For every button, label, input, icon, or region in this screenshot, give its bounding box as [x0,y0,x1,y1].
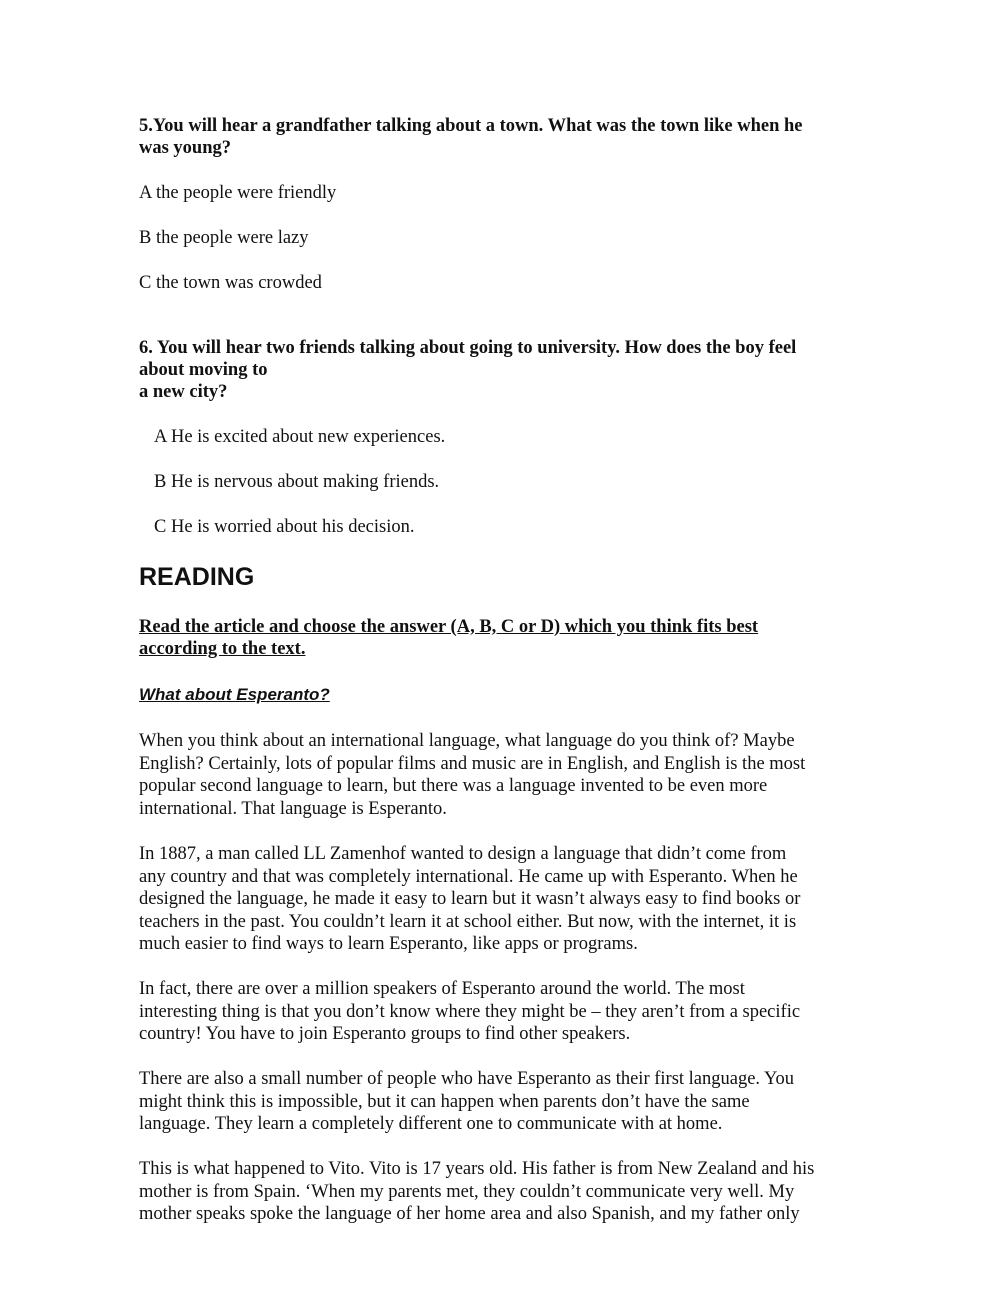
paragraph-line: In 1887, a man called LL Zamenhof wanted to design a language that didn’t come from [139,844,787,864]
paragraph-line: designed the language, he made it easy to learn but it wasn’t always easy to find books or [139,889,801,909]
question-5-option-c: C the town was crowded [139,273,322,293]
paragraph-line: There are also a small number of people who have Esperanto as their first language. You [139,1069,795,1089]
paragraph-line: This is what happened to Vito. Vito is 17 years old. His father is from New Zealand and his [139,1159,815,1179]
paragraph-line: much easier to find ways to learn Esperanto, like apps or programs. [139,934,638,954]
article-paragraph-1 [139,730,879,820]
paragraph-line: interesting thing is that you don’t know where they might be – they aren’t from a specific [139,1001,801,1022]
paragraph-line: English? Certainly, lots of popular films and music are in English, and English is the most [139,753,806,774]
reading-instruction-line: Read the article and choose the answer (A, B, C or D) which you think fits best [139,617,759,637]
paragraph-line: When you think about an international language, what language do you think of? Maybe [139,731,795,751]
paragraph-line: mother is from Spain. ‘When my parents met, they couldn’t communicate very well. My [139,1181,795,1202]
paragraph-line: In fact, there are over a million speakers of Esperanto around the world. The most [139,979,745,999]
question-5-option-b: B the people were lazy [139,228,309,248]
question-6-title-line: about moving to [139,360,268,380]
question-6-title [139,337,869,403]
paragraph-line: any country and that was completely international. He came up with Esperanto. When he [139,866,798,887]
paragraph-line: language. They learn a completely different one to communicate with at home. [139,1114,723,1134]
paragraph-line: might think this is impossible, but it can happen when parents don’t have the same [139,1091,750,1112]
paragraph-line: popular second language to learn, but there was a language invented to be even more [139,776,768,796]
article-paragraph-2 [139,843,879,956]
paragraph-line: country! You have to join Esperanto groups to find other speakers. [139,1024,631,1044]
paragraph-line: mother speaks spoke the language of her home area and also Spanish, and my father only [139,1204,800,1224]
article-title: What about Esperanto? [139,685,330,704]
question-5-title-line: was young? [139,138,232,158]
article-paragraph-4 [139,1068,879,1136]
paragraph-line: teachers in the past. You couldn’t learn it at school either. But now, with the internet, it is [139,911,797,932]
question-6-option-c: C He is worried about his decision. [154,517,415,537]
question-6-option-b: B He is nervous about making friends. [154,472,440,492]
article-paragraph-5 [139,1158,879,1226]
question-6-title-line: 6. You will hear two friends talking about going to university. How does the boy feel [139,338,797,358]
question-6-title-line: a new city? [139,382,228,402]
article-paragraph-3 [139,978,879,1046]
paragraph-line: international. That language is Esperanto. [139,798,447,819]
question-5-option-a: A the people were friendly [139,183,337,203]
reading-heading: READING [139,563,255,591]
question-5-title-line: 5.You will hear a grandfather talking about a town. What was the town like when he [139,116,803,136]
question-6-option-a: A He is excited about new experiences. [154,427,446,447]
reading-instruction-line: according to the text. [139,639,306,659]
reading-instruction [139,616,839,660]
question-5-title [139,115,869,159]
